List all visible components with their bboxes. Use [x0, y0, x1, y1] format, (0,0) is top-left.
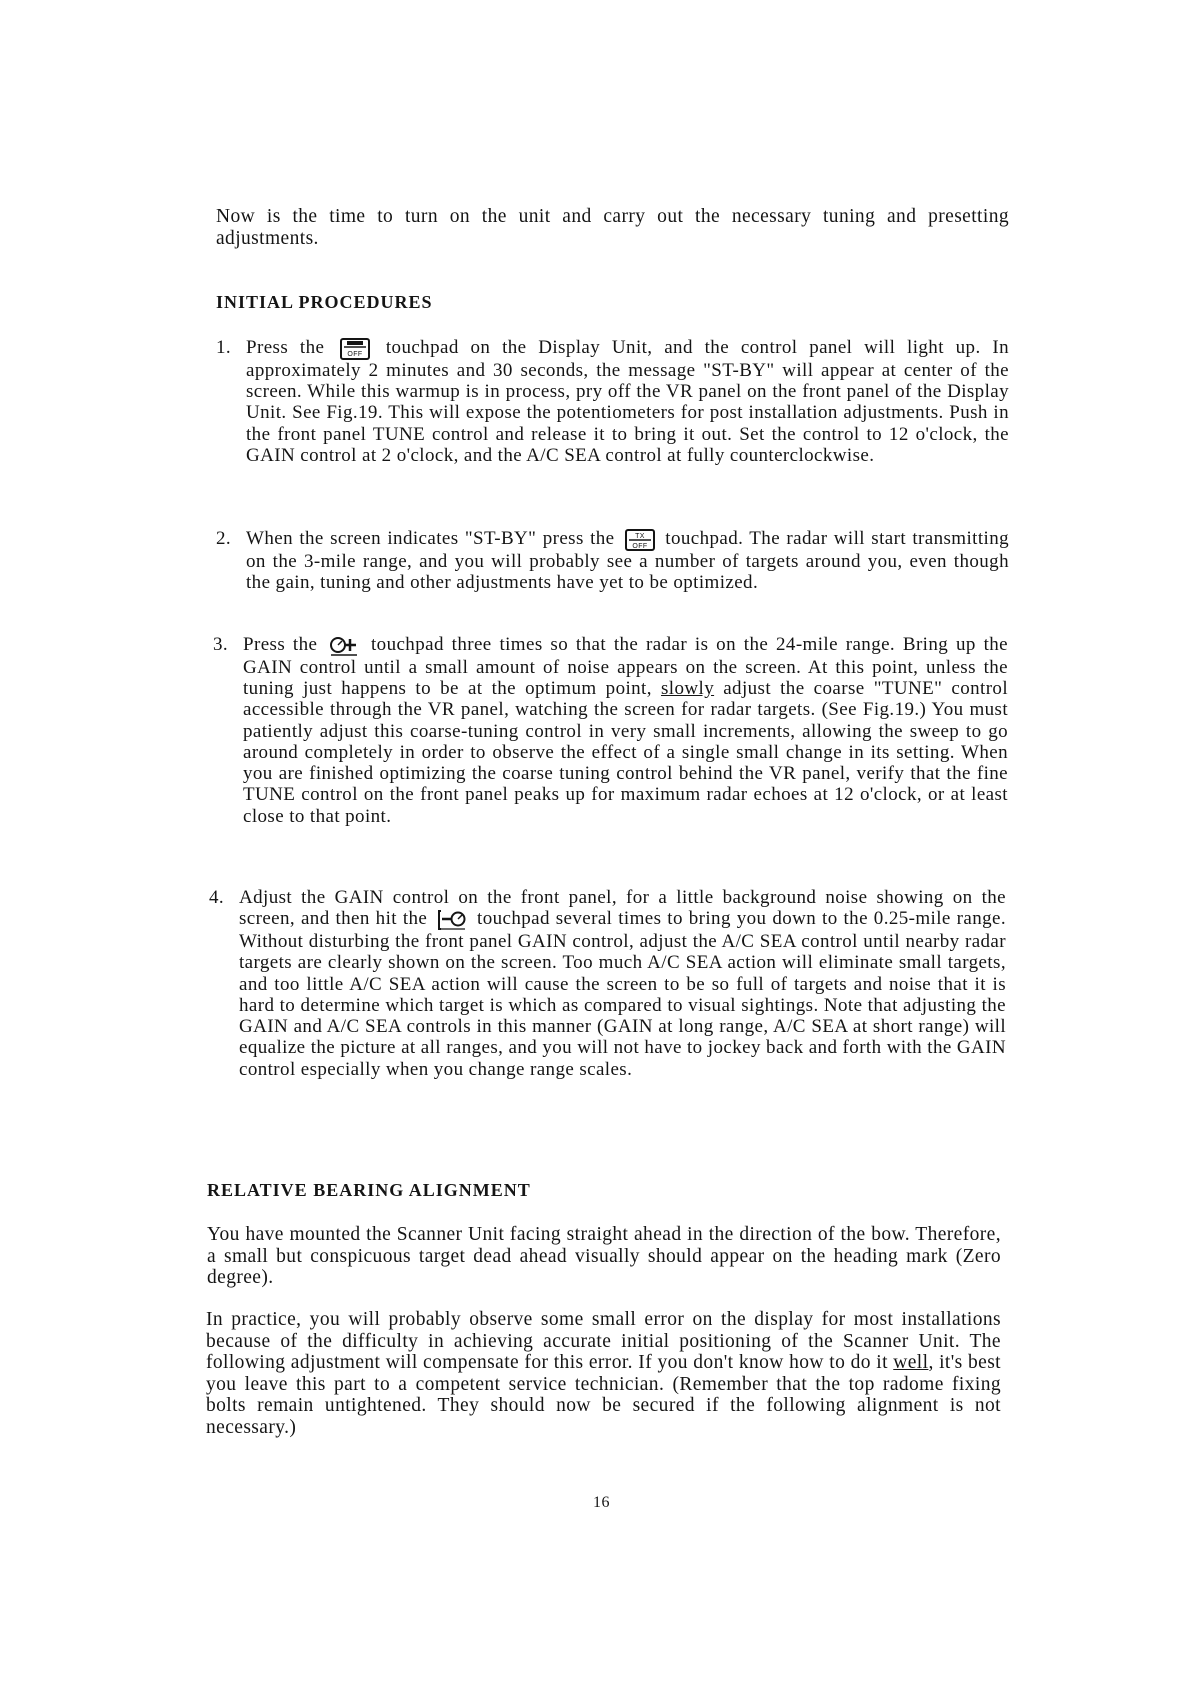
- step-text: touchpad three times so that the radar is on the 24-mile range. Bring up the GAIN control until a small amount of noise appears on the screen. At this point, unless the tuning just happens to be at the optimum point,: [243, 634, 1009, 699]
- paragraph-text: , it's best you leave this part to a competent service technician. (Remember that the top radome fixing bolts remain untightened. They should now be secured if the following alignment is not necessary.): [206, 1352, 1002, 1438]
- power-touchpad-icon: [340, 338, 370, 360]
- underlined-word: slowly: [661, 677, 715, 699]
- paragraph-text: You have mounted the Scanner Unit facing straight ahead in the direction of the bow. Therefore, a small but conspicuous target dead ahead visually should appear on the heading mark (Zero degree).: [207, 1224, 1001, 1288]
- svg-text:TX: TX: [635, 532, 645, 540]
- step-number: 2.: [216, 528, 232, 549]
- step-text: Press the: [243, 634, 318, 655]
- step-number: 4.: [209, 887, 225, 908]
- relative-bearing-paragraph-2: [206, 1309, 1001, 1438]
- range-down-touchpad-icon: [437, 909, 467, 931]
- step-text: touchpad on the Display Unit, and the control panel will light up. In approximately 2 minutes and 30 seconds, the message "ST-BY" will appear at center of the screen. While this warmup is in process, pry off the VR panel on the front panel of the Display Unit. See Fig.19. This will expose the potentiometers for post installation adjustments. Push in the front panel TUNE control and release it to bring it out. Set the control to 12 o'clock, the GAIN control at 2 o'clock, and the A/C SEA control at fully counterclockwise.: [246, 337, 1010, 466]
- relative-bearing-heading: RELATIVE BEARING ALIGNMENT: [207, 1180, 531, 1200]
- tx-touchpad-icon: [625, 529, 655, 551]
- initial-procedures-heading: INITIAL PROCEDURES: [216, 292, 433, 312]
- svg-text:OFF: OFF: [632, 542, 648, 550]
- step-number: 3.: [213, 634, 229, 655]
- underlined-word: well: [893, 1352, 929, 1373]
- step-text: adjust the coarse "TUNE" control accessible through the VR panel, watching the screen for radar targets. (See Fig.19.) You must patiently adjust this coarse-tuning control in very small increments, allowing the sweep to go around completely in order to observe the effect of a single small change in its setting. When you are finished optimizing the coarse tuning control behind the VR panel, verify that the fine TUNE control on the front panel peaks up for maximum radar echoes at 12 o'clock, or at least close to that point.: [243, 677, 1008, 827]
- step-number: 1.: [216, 337, 232, 358]
- page-number: 16: [593, 1494, 610, 1511]
- step-text: Press the: [246, 337, 325, 358]
- step-text: Adjust the GAIN control on the front panel, for a little background noise showing on the screen, and then hit the: [239, 887, 1006, 930]
- intro-text: Now is the time to turn on the unit and carry out the necessary tuning and presetting adjustments.: [216, 206, 1009, 249]
- intro-paragraph: [216, 206, 1009, 249]
- range-up-touchpad-icon: [329, 635, 359, 657]
- relative-bearing-paragraph-1: [207, 1224, 1001, 1289]
- step-text: touchpad several times to bring you down to the 0.25-mile range. Without disturbing the front panel GAIN control, adjust the A/C SEA control until nearby radar targets are clearly shown on the screen. Too much A/C SEA action will eliminate small targets, and too little A/C SEA action will cause the screen to be so full of targets and noise that it is hard to determine which target is which as compared to visual sightings. Note that adjusting the GAIN and A/C SEA controls in this manner (GAIN at long range, A/C SEA at short range) will equalize the picture at all ranges, and you will not have to jockey back and forth with the GAIN control especially when you change range scales.: [239, 908, 1006, 1080]
- paragraph-text: In practice, you will probably observe some small error on the display for most installations because of the difficulty in achieving accurate initial positioning of the Scanner Unit. The following adjustment will compensate for this error. If you don't know how to do it: [206, 1309, 1001, 1373]
- svg-text:OFF: OFF: [347, 350, 363, 358]
- step-text: When the screen indicates "ST-BY" press the: [246, 528, 615, 549]
- step-text: touchpad. The radar will start transmitting on the 3-mile range, and you will probably see a number of targets around you, even though the gain, tuning and other adjustments have yet to be optimized.: [246, 528, 1009, 593]
